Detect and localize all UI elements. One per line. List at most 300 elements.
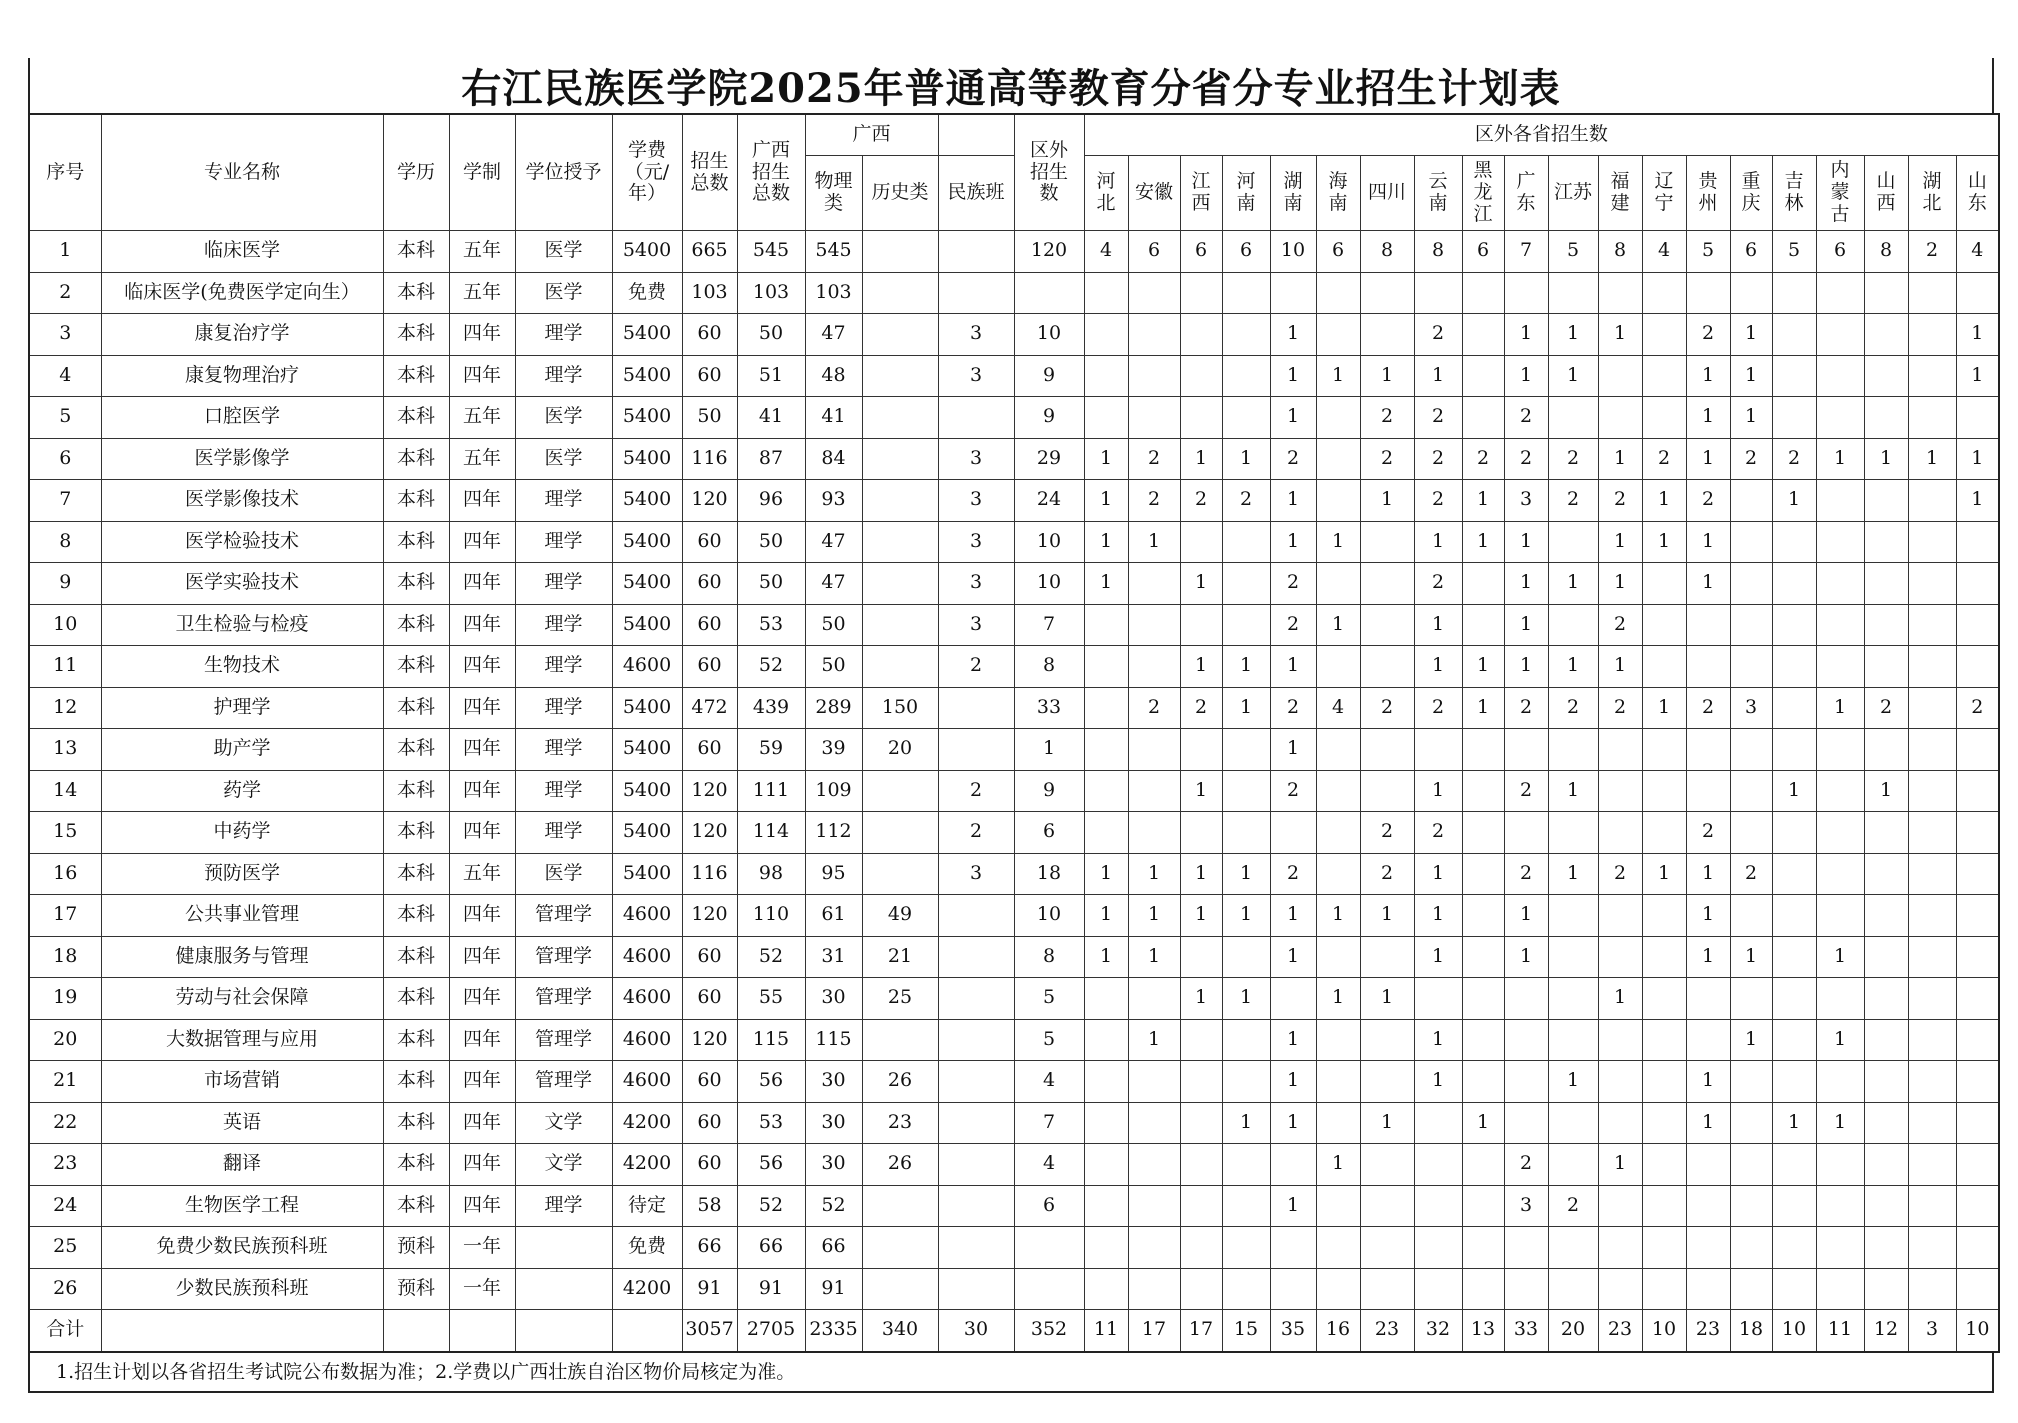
seq-cell: 20 <box>29 1019 101 1061</box>
province-count-cell <box>1642 936 1686 978</box>
province-count-cell: 1 <box>1222 895 1270 937</box>
gx-total-cell: 66 <box>737 1227 805 1269</box>
major-name-cell: 市场营销 <box>101 1061 383 1103</box>
ethnic-class-cell: 3 <box>938 314 1014 356</box>
province-count-cell: 1 <box>1956 438 1999 480</box>
history-cell: 23 <box>862 1102 938 1144</box>
major-name-cell: 药学 <box>101 770 383 812</box>
province-count-cell <box>1360 1061 1414 1103</box>
province-count-cell <box>1772 1061 1816 1103</box>
province-count-cell <box>1084 1227 1128 1269</box>
province-count-cell: 1 <box>1270 314 1316 356</box>
province-count-cell <box>1816 1227 1864 1269</box>
province-count-cell <box>1908 687 1956 729</box>
degree-cell: 理学 <box>515 355 612 397</box>
enrollment-plan-sheet <box>28 58 1994 1393</box>
header-education: 学历 <box>383 114 449 231</box>
province-count-cell <box>1360 1268 1414 1310</box>
province-count-cell: 1 <box>1504 895 1548 937</box>
ethnic-class-cell <box>938 1144 1014 1186</box>
province-count-cell: 1 <box>1360 978 1414 1020</box>
province-count-cell <box>1180 314 1222 356</box>
total-cell: 120 <box>682 812 737 854</box>
total-cell: 116 <box>682 438 737 480</box>
province-count-cell <box>1462 936 1504 978</box>
province-count-cell <box>1956 604 1999 646</box>
province-count-cell <box>1180 1102 1222 1144</box>
province-count-cell <box>1414 1102 1462 1144</box>
degree-cell <box>515 1268 612 1310</box>
province-count-cell <box>1864 355 1908 397</box>
tuition-cell: 5400 <box>612 521 682 563</box>
table-row <box>29 1144 1999 1186</box>
province-count-cell <box>1956 1102 1999 1144</box>
table-row <box>29 231 1999 273</box>
province-count-cell <box>1462 397 1504 439</box>
province-count-cell <box>1598 397 1642 439</box>
totals-province: 23 <box>1360 1310 1414 1352</box>
major-name-cell: 卫生检验与检疫 <box>101 604 383 646</box>
province-count-cell <box>1956 1268 1999 1310</box>
duration-cell: 四年 <box>449 314 515 356</box>
province-count-cell <box>1816 397 1864 439</box>
duration-cell: 四年 <box>449 1061 515 1103</box>
province-count-cell <box>1816 1268 1864 1310</box>
totals-province: 18 <box>1730 1310 1772 1352</box>
province-count-cell: 1 <box>1772 770 1816 812</box>
province-count-cell: 1 <box>1180 853 1222 895</box>
totals-label: 合计 <box>29 1310 101 1352</box>
tuition-cell: 5400 <box>612 563 682 605</box>
table-row <box>29 1019 1999 1061</box>
header-duration: 学制 <box>449 114 515 231</box>
province-count-cell <box>1772 397 1816 439</box>
history-cell <box>862 812 938 854</box>
province-count-cell <box>1128 355 1180 397</box>
province-count-cell <box>1642 272 1686 314</box>
seq-cell: 3 <box>29 314 101 356</box>
province-count-cell: 1 <box>1772 1102 1816 1144</box>
province-count-cell <box>1686 1185 1730 1227</box>
province-count-cell <box>1084 1061 1128 1103</box>
header-province <box>1360 156 1414 231</box>
header-province <box>1864 156 1908 231</box>
province-count-cell <box>1548 1227 1598 1269</box>
ethnic-class-cell <box>938 397 1014 439</box>
totals-province: 20 <box>1548 1310 1598 1352</box>
province-count-cell: 1 <box>1360 355 1414 397</box>
province-count-cell: 2 <box>1598 853 1642 895</box>
province-count-cell: 1 <box>1504 521 1548 563</box>
tuition-cell: 4600 <box>612 895 682 937</box>
tuition-cell: 5400 <box>612 231 682 273</box>
province-count-cell <box>1548 1019 1598 1061</box>
out-total-cell: 9 <box>1014 355 1084 397</box>
province-count-cell: 1 <box>1270 1061 1316 1103</box>
province-count-cell <box>1084 729 1128 771</box>
province-count-cell <box>1222 314 1270 356</box>
province-count-cell <box>1956 853 1999 895</box>
physics-cell: 47 <box>805 563 862 605</box>
province-count-cell <box>1316 563 1360 605</box>
province-count-cell: 1 <box>1414 355 1462 397</box>
province-count-cell <box>1730 521 1772 563</box>
tuition-cell: 5400 <box>612 812 682 854</box>
table-row <box>29 604 1999 646</box>
province-count-cell: 1 <box>1222 646 1270 688</box>
province-count-cell: 1 <box>1642 480 1686 522</box>
education-cell: 预科 <box>383 1227 449 1269</box>
totals-blank <box>383 1310 449 1352</box>
province-count-cell <box>1414 978 1462 1020</box>
out-total-cell <box>1014 1227 1084 1269</box>
province-count-cell <box>1908 521 1956 563</box>
province-count-cell: 1 <box>1730 355 1772 397</box>
totals-history: 340 <box>862 1310 938 1352</box>
province-count-cell <box>1462 978 1504 1020</box>
tuition-cell: 4200 <box>612 1144 682 1186</box>
province-count-cell: 1 <box>1414 604 1462 646</box>
ethnic-class-cell <box>938 231 1014 273</box>
province-count-cell: 1 <box>1686 853 1730 895</box>
header-province-text: 湖北 <box>1922 170 1942 214</box>
province-count-cell <box>1316 272 1360 314</box>
total-cell: 50 <box>682 397 737 439</box>
province-count-cell <box>1816 521 1864 563</box>
province-count-cell <box>1084 1268 1128 1310</box>
header-seq: 序号 <box>29 114 101 231</box>
province-count-cell <box>1128 604 1180 646</box>
province-count-cell <box>1730 646 1772 688</box>
header-province-text: 广东 <box>1516 170 1536 214</box>
province-count-cell: 1 <box>1180 438 1222 480</box>
province-count-cell <box>1772 1268 1816 1310</box>
gx-total-cell: 96 <box>737 480 805 522</box>
province-count-cell: 1 <box>1414 1019 1462 1061</box>
degree-cell: 理学 <box>515 521 612 563</box>
province-count-cell <box>1908 1102 1956 1144</box>
province-count-cell <box>1908 1061 1956 1103</box>
table-row <box>29 687 1999 729</box>
province-count-cell <box>1462 272 1504 314</box>
province-count-cell <box>1128 314 1180 356</box>
province-count-cell: 1 <box>1956 480 1999 522</box>
out-total-cell <box>1014 1268 1084 1310</box>
tuition-cell: 5400 <box>612 438 682 480</box>
header-province <box>1316 156 1360 231</box>
header-physics <box>805 156 862 231</box>
province-count-cell: 2 <box>1270 853 1316 895</box>
total-cell: 120 <box>682 1019 737 1061</box>
province-count-cell: 1 <box>1686 936 1730 978</box>
table-row <box>29 646 1999 688</box>
province-count-cell <box>1642 1144 1686 1186</box>
province-count-cell <box>1686 729 1730 771</box>
education-cell: 本科 <box>383 1061 449 1103</box>
tuition-cell: 5400 <box>612 314 682 356</box>
footnote: 1.招生计划以各省招生考试院公布数据为准；2.学费以广西壮族自治区物价局核定为准。 <box>28 1353 1994 1393</box>
table-row <box>29 936 1999 978</box>
education-cell: 本科 <box>383 936 449 978</box>
totals-province: 3 <box>1908 1310 1956 1352</box>
province-count-cell <box>1504 1227 1548 1269</box>
province-count-cell: 1 <box>1270 936 1316 978</box>
province-count-cell <box>1180 729 1222 771</box>
province-count-cell <box>1462 1227 1504 1269</box>
province-count-cell: 2 <box>1360 812 1414 854</box>
province-count-cell <box>1316 397 1360 439</box>
province-count-cell <box>1128 646 1180 688</box>
province-count-cell: 1 <box>1316 355 1360 397</box>
province-count-cell: 2 <box>1462 438 1504 480</box>
province-count-cell <box>1730 1061 1772 1103</box>
province-count-cell: 2 <box>1908 231 1956 273</box>
duration-cell: 四年 <box>449 604 515 646</box>
out-total-cell: 4 <box>1014 1144 1084 1186</box>
totals-gx: 2705 <box>737 1310 805 1352</box>
province-count-cell <box>1864 314 1908 356</box>
province-count-cell: 2 <box>1270 770 1316 812</box>
header-province <box>1956 156 1999 231</box>
gx-total-cell: 115 <box>737 1019 805 1061</box>
ethnic-class-cell: 2 <box>938 770 1014 812</box>
totals-province: 23 <box>1686 1310 1730 1352</box>
province-count-cell <box>1956 521 1999 563</box>
province-count-cell <box>1864 604 1908 646</box>
province-count-cell <box>1180 1061 1222 1103</box>
table-row <box>29 314 1999 356</box>
province-count-cell <box>1316 812 1360 854</box>
header-gx-total <box>737 114 805 231</box>
province-count-cell <box>1864 895 1908 937</box>
totals-province: 35 <box>1270 1310 1316 1352</box>
province-count-cell: 1 <box>1270 397 1316 439</box>
province-count-cell: 6 <box>1180 231 1222 273</box>
province-count-cell <box>1084 687 1128 729</box>
province-count-cell: 1 <box>1414 646 1462 688</box>
duration-cell: 四年 <box>449 978 515 1020</box>
province-count-cell <box>1316 438 1360 480</box>
province-count-cell <box>1084 770 1128 812</box>
province-count-cell <box>1730 604 1772 646</box>
duration-cell: 五年 <box>449 397 515 439</box>
province-count-cell <box>1084 272 1128 314</box>
province-count-cell: 2 <box>1686 480 1730 522</box>
province-count-cell <box>1128 770 1180 812</box>
tuition-cell: 5400 <box>612 687 682 729</box>
province-count-cell <box>1908 1144 1956 1186</box>
table-row <box>29 895 1999 937</box>
physics-cell: 95 <box>805 853 862 895</box>
province-count-cell: 2 <box>1180 480 1222 522</box>
province-count-cell: 1 <box>1816 1102 1864 1144</box>
gx-total-cell: 53 <box>737 604 805 646</box>
table-row <box>29 563 1999 605</box>
province-count-cell <box>1598 355 1642 397</box>
province-count-cell: 2 <box>1504 770 1548 812</box>
out-total-cell: 7 <box>1014 1102 1084 1144</box>
history-cell <box>862 397 938 439</box>
major-name-cell: 康复物理治疗 <box>101 355 383 397</box>
degree-cell: 理学 <box>515 729 612 771</box>
tuition-cell: 免费 <box>612 1227 682 1269</box>
major-name-cell: 医学检验技术 <box>101 521 383 563</box>
province-count-cell: 2 <box>1414 812 1462 854</box>
education-cell: 本科 <box>383 729 449 771</box>
seq-cell: 8 <box>29 521 101 563</box>
province-count-cell: 2 <box>1360 397 1414 439</box>
duration-cell: 四年 <box>449 895 515 937</box>
province-count-cell <box>1956 397 1999 439</box>
header-province-text: 安徽 <box>1135 181 1174 204</box>
province-count-cell <box>1598 1227 1642 1269</box>
province-count-cell <box>1772 355 1816 397</box>
province-count-cell <box>1642 1268 1686 1310</box>
province-count-cell <box>1270 812 1316 854</box>
province-count-cell <box>1598 1102 1642 1144</box>
province-count-cell <box>1642 646 1686 688</box>
header-province-text: 贵州 <box>1698 170 1718 214</box>
degree-cell: 医学 <box>515 853 612 895</box>
totals-province: 23 <box>1598 1310 1642 1352</box>
province-count-cell <box>1360 563 1414 605</box>
province-count-cell: 5 <box>1548 231 1598 273</box>
province-count-cell <box>1772 1019 1816 1061</box>
province-count-cell: 1 <box>1084 853 1128 895</box>
province-count-cell <box>1180 1019 1222 1061</box>
history-cell: 26 <box>862 1144 938 1186</box>
province-count-cell <box>1772 729 1816 771</box>
ethnic-class-cell <box>938 1268 1014 1310</box>
seq-cell: 10 <box>29 604 101 646</box>
province-count-cell: 1 <box>1270 1185 1316 1227</box>
province-count-cell <box>1956 272 1999 314</box>
gx-total-cell: 545 <box>737 231 805 273</box>
province-count-cell: 1 <box>1598 978 1642 1020</box>
education-cell: 本科 <box>383 1019 449 1061</box>
province-count-cell <box>1180 397 1222 439</box>
physics-cell: 31 <box>805 936 862 978</box>
physics-cell: 112 <box>805 812 862 854</box>
province-count-cell <box>1180 1268 1222 1310</box>
education-cell: 本科 <box>383 978 449 1020</box>
province-count-cell <box>1462 1061 1504 1103</box>
out-total-cell: 8 <box>1014 646 1084 688</box>
province-count-cell: 1 <box>1504 355 1548 397</box>
province-count-cell <box>1414 1268 1462 1310</box>
province-count-cell <box>1462 853 1504 895</box>
province-count-cell <box>1316 1227 1360 1269</box>
degree-cell: 医学 <box>515 438 612 480</box>
province-count-cell <box>1462 1185 1504 1227</box>
title-bar <box>28 58 1994 113</box>
province-count-cell <box>1956 1061 1999 1103</box>
header-province-text: 内蒙古 <box>1830 159 1850 225</box>
province-count-cell <box>1908 604 1956 646</box>
table-header <box>29 114 1999 231</box>
province-count-cell: 1 <box>1772 480 1816 522</box>
gx-total-cell: 56 <box>737 1061 805 1103</box>
gx-total-cell: 110 <box>737 895 805 937</box>
province-count-cell: 2 <box>1414 438 1462 480</box>
province-count-cell: 10 <box>1270 231 1316 273</box>
education-cell: 本科 <box>383 646 449 688</box>
province-count-cell <box>1128 1061 1180 1103</box>
province-count-cell: 2 <box>1504 1144 1548 1186</box>
degree-cell: 管理学 <box>515 936 612 978</box>
province-count-cell <box>1360 646 1414 688</box>
header-out-total-text: 区外招生数 <box>1030 138 1069 205</box>
degree-cell: 理学 <box>515 646 612 688</box>
gx-total-cell: 52 <box>737 936 805 978</box>
seq-cell: 17 <box>29 895 101 937</box>
province-count-cell: 1 <box>1270 1019 1316 1061</box>
province-count-cell <box>1730 1144 1772 1186</box>
province-count-cell <box>1128 1227 1180 1269</box>
province-count-cell <box>1908 1268 1956 1310</box>
education-cell: 预科 <box>383 1268 449 1310</box>
province-count-cell <box>1642 1019 1686 1061</box>
province-count-cell <box>1956 1144 1999 1186</box>
major-name-cell: 生物技术 <box>101 646 383 688</box>
province-count-cell: 2 <box>1548 480 1598 522</box>
province-count-cell <box>1772 646 1816 688</box>
duration-cell: 四年 <box>449 646 515 688</box>
province-count-cell: 1 <box>1642 853 1686 895</box>
province-count-cell <box>1084 812 1128 854</box>
seq-cell: 5 <box>29 397 101 439</box>
totals-ethnic: 30 <box>938 1310 1014 1352</box>
province-count-cell <box>1462 563 1504 605</box>
total-cell: 60 <box>682 729 737 771</box>
province-count-cell <box>1956 936 1999 978</box>
province-count-cell <box>1360 1019 1414 1061</box>
province-count-cell: 1 <box>1128 895 1180 937</box>
major-name-cell: 口腔医学 <box>101 397 383 439</box>
province-count-cell <box>1816 1061 1864 1103</box>
tuition-cell: 4600 <box>612 1061 682 1103</box>
total-cell: 91 <box>682 1268 737 1310</box>
province-count-cell: 1 <box>1686 521 1730 563</box>
ethnic-class-cell: 2 <box>938 812 1014 854</box>
province-count-cell <box>1816 272 1864 314</box>
seq-cell: 14 <box>29 770 101 812</box>
history-cell: 25 <box>862 978 938 1020</box>
header-province-text: 辽宁 <box>1654 170 1674 214</box>
gx-total-cell: 51 <box>737 355 805 397</box>
duration-cell: 四年 <box>449 1185 515 1227</box>
province-count-cell <box>1598 729 1642 771</box>
table-body <box>29 231 1999 1352</box>
province-count-cell <box>1548 729 1598 771</box>
ethnic-class-cell <box>938 1185 1014 1227</box>
header-physics-text: 物理类 <box>814 170 853 214</box>
gx-total-cell: 87 <box>737 438 805 480</box>
province-count-cell <box>1084 1102 1128 1144</box>
province-count-cell: 1 <box>1908 438 1956 480</box>
header-tuition <box>612 114 682 231</box>
province-count-cell <box>1686 1019 1730 1061</box>
major-name-cell: 医学影像技术 <box>101 480 383 522</box>
education-cell: 本科 <box>383 563 449 605</box>
province-count-cell <box>1642 314 1686 356</box>
province-count-cell <box>1598 895 1642 937</box>
province-count-cell <box>1504 1019 1548 1061</box>
total-cell: 665 <box>682 231 737 273</box>
totals-province: 13 <box>1462 1310 1504 1352</box>
province-count-cell <box>1730 770 1772 812</box>
duration-cell: 四年 <box>449 480 515 522</box>
